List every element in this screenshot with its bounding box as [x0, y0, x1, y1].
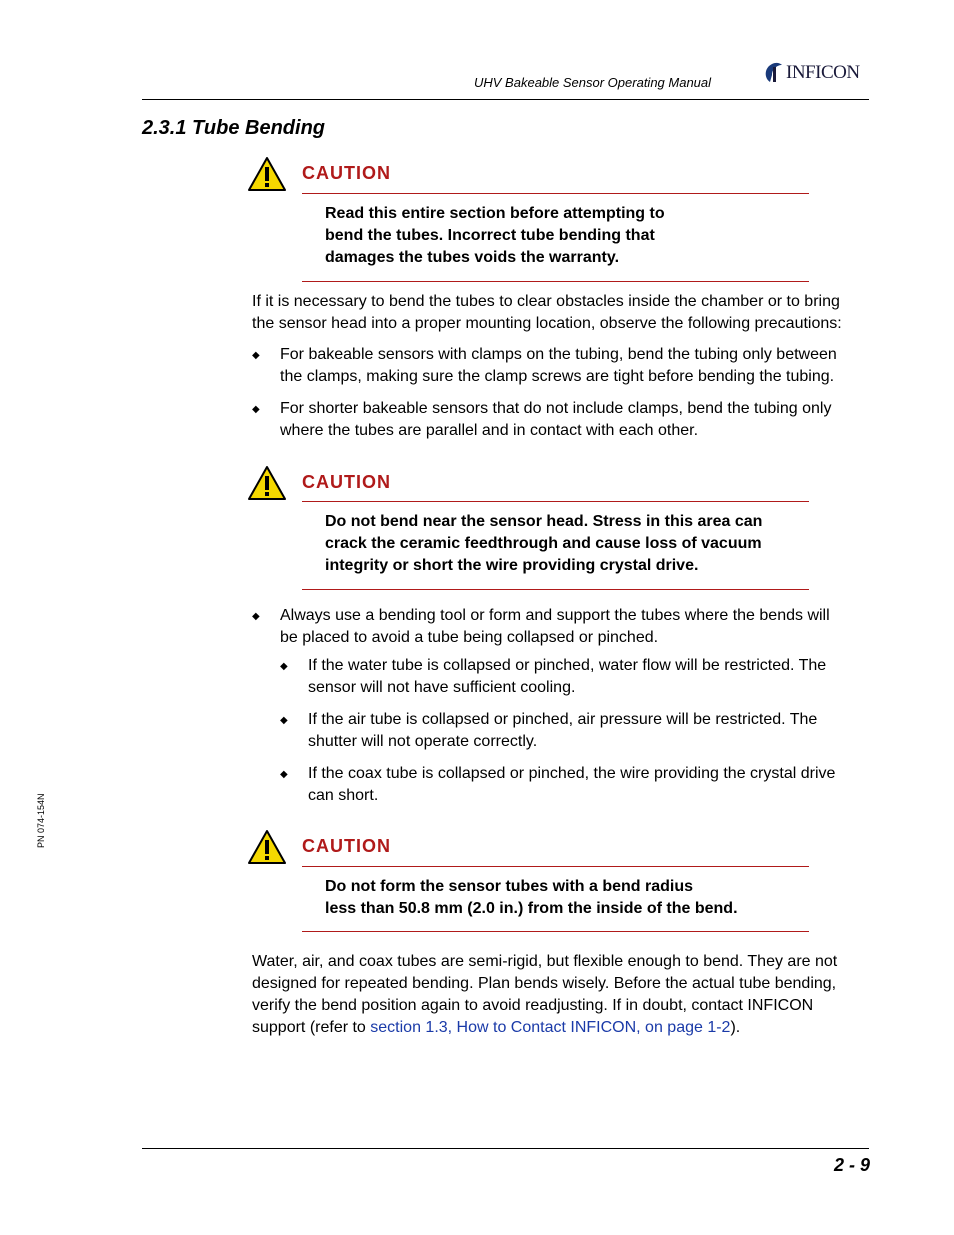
- caution-line: bend the tubes. Incorrect tube bending that: [325, 227, 655, 244]
- bullet-icon: ◆: [280, 769, 288, 780]
- inficon-logo: [760, 58, 875, 86]
- manual-title: UHV Bakeable Sensor Operating Manual: [474, 75, 712, 90]
- caution-line: Do not form the sensor tubes with a bend radius: [325, 878, 694, 895]
- warning-triangle-icon: [247, 829, 287, 865]
- list-item: Always use a bending tool or form and support the tubes where the bends will be placed to avoid a tube being collapsed or pinched.: [280, 607, 830, 646]
- warning-triangle-icon: [247, 156, 287, 192]
- list-item: If the coax tube is collapsed or pinched, the wire providing the crystal drive can short.: [308, 765, 836, 804]
- list-item: For shorter bakeable sensors that do not include clamps, bend the tubing only where the tubes are parallel and in contact with each other.: [280, 400, 832, 439]
- list-item: For bakeable sensors with clamps on the tubing, bend the tubing only between the clamps, making sure the clamp screws are tight before bending the tubing.: [280, 346, 837, 385]
- bullet-icon: ◆: [252, 350, 260, 361]
- caution-rule-top: [302, 501, 809, 502]
- caution-rule-top: [302, 193, 809, 194]
- bullet-icon: ◆: [280, 715, 288, 726]
- bullet-icon: ◆: [252, 611, 260, 622]
- bullet-icon: ◆: [280, 661, 288, 672]
- page-number: 2 - 9: [833, 1155, 870, 1175]
- footer-rule: [142, 1148, 869, 1149]
- caution-rule-top: [302, 866, 809, 867]
- closing-paragraph: Water, air, and coax tubes are semi-rigid, but flexible enough to bend. They are not designed for repeated bending. Plan bends wisely. Before the actual tube bending, verify the bend position again to avoid readjusting. If in doubt, contact INFICON support (refer to section 1.3, How to Contact INFICON, on page 1-2).: [252, 953, 838, 1036]
- caution-line: integrity or short the wire providing crystal drive.: [325, 557, 699, 574]
- caution-line: Read this entire section before attempting to: [325, 205, 665, 222]
- caution-rule-bottom: [302, 281, 809, 282]
- caution-label: CAUTION: [302, 472, 391, 492]
- caution-label: CAUTION: [302, 163, 391, 183]
- section-title: 2.3.1 Tube Bending: [142, 117, 325, 139]
- caution-message: [325, 876, 805, 920]
- inficon-logo-mark-icon: [760, 60, 786, 86]
- bullet-icon: ◆: [252, 404, 260, 415]
- caution-label: CAUTION: [302, 836, 391, 856]
- logo-text: INFICON: [786, 62, 860, 83]
- header-rule: [142, 99, 869, 100]
- caution-line: damages the tubes voids the warranty.: [325, 249, 620, 266]
- list-item: If the water tube is collapsed or pinched, water flow will be restricted. The sensor will not have sufficient cooling.: [308, 657, 827, 696]
- intro-paragraph: If it is necessary to bend the tubes to clear obstacles inside the chamber or to bring the sensor head into a proper mounting location, observe the following precautions:: [252, 293, 842, 332]
- part-number-note: PN 074-154N: [36, 793, 46, 848]
- caution-line: Do not bend near the sensor head. Stress in this area can: [325, 513, 763, 530]
- caution-rule-bottom: [302, 589, 809, 590]
- caution-message: [325, 511, 805, 577]
- list-item: If the air tube is collapsed or pinched, air pressure will be restricted. The shutter will not operate correctly.: [308, 711, 818, 750]
- caution-line: crack the ceramic feedthrough and cause loss of vacuum: [325, 535, 762, 552]
- caution-line: less than 50.8 mm (2.0 in.) from the inside of the bend.: [325, 900, 738, 917]
- caution-message: [325, 203, 805, 269]
- contact-inficon-link[interactable]: section 1.3, How to Contact INFICON, on page 1-2: [370, 1019, 731, 1036]
- caution-rule-bottom: [302, 931, 809, 932]
- warning-triangle-icon: [247, 465, 287, 501]
